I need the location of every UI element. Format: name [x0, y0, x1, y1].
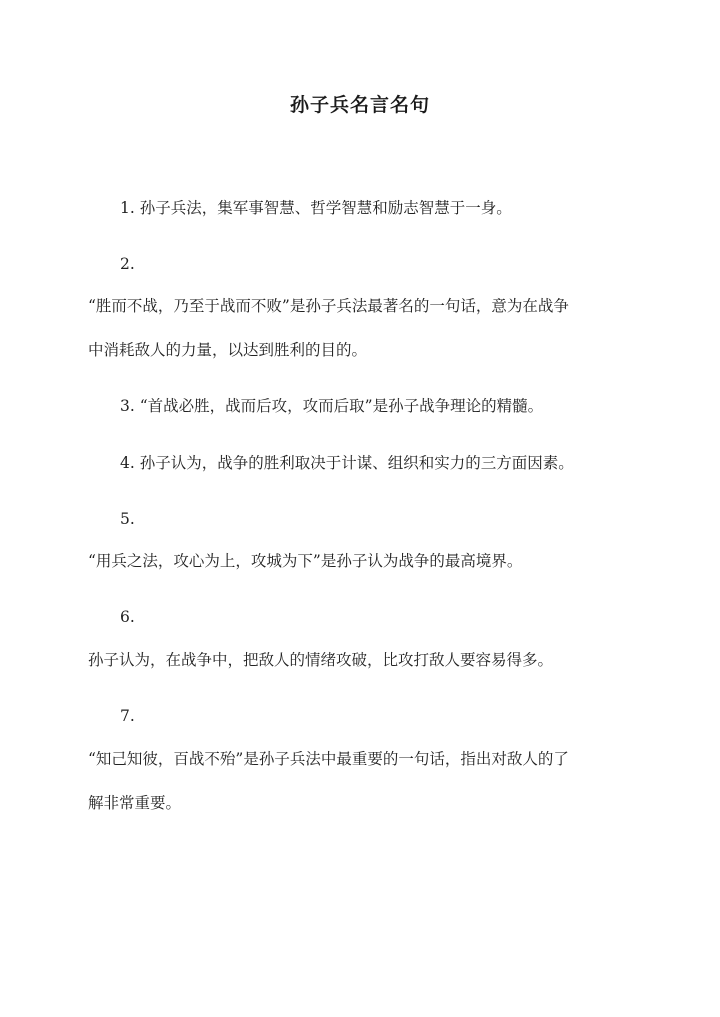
quote-1: 1. 孙子兵法，集军事智慧、哲学智慧和励志智慧于一身。: [120, 199, 512, 217]
quote-7-text-line-2: 解非常重要。: [88, 794, 182, 812]
quote-5-text: “用兵之法，攻心为上，攻城为下”是孙子认为战争的最高境界。: [88, 552, 523, 570]
quote-2-text-line-1: “胜而不战，乃至于战而不败”是孙子兵法最著名的一句话，意为在战争: [88, 297, 569, 315]
quote-6-number: 6.: [120, 608, 135, 626]
quote-3: 3. “首战必胜，战而后攻，攻而后取”是孙子战争理论的精髓。: [120, 397, 544, 415]
quote-4: 4. 孙子认为，战争的胜利取决于计谋、组织和实力的三方面因素。: [120, 454, 574, 472]
quote-7-text-line-1: “知己知彼，百战不殆”是孙子兵法中最重要的一句话，指出对敌人的了: [88, 750, 569, 768]
quote-2-number: 2.: [120, 255, 135, 273]
page-title: 孙子兵名言名句: [289, 94, 430, 116]
quote-6-text: 孙子认为，在战争中，把敌人的情绪攻破，比攻打敌人要容易得多。: [88, 651, 554, 669]
quote-5-number: 5.: [120, 510, 135, 528]
quote-7-number: 7.: [120, 707, 135, 725]
quote-2-text-line-2: 中消耗敌人的力量，以达到胜利的目的。: [88, 341, 368, 359]
